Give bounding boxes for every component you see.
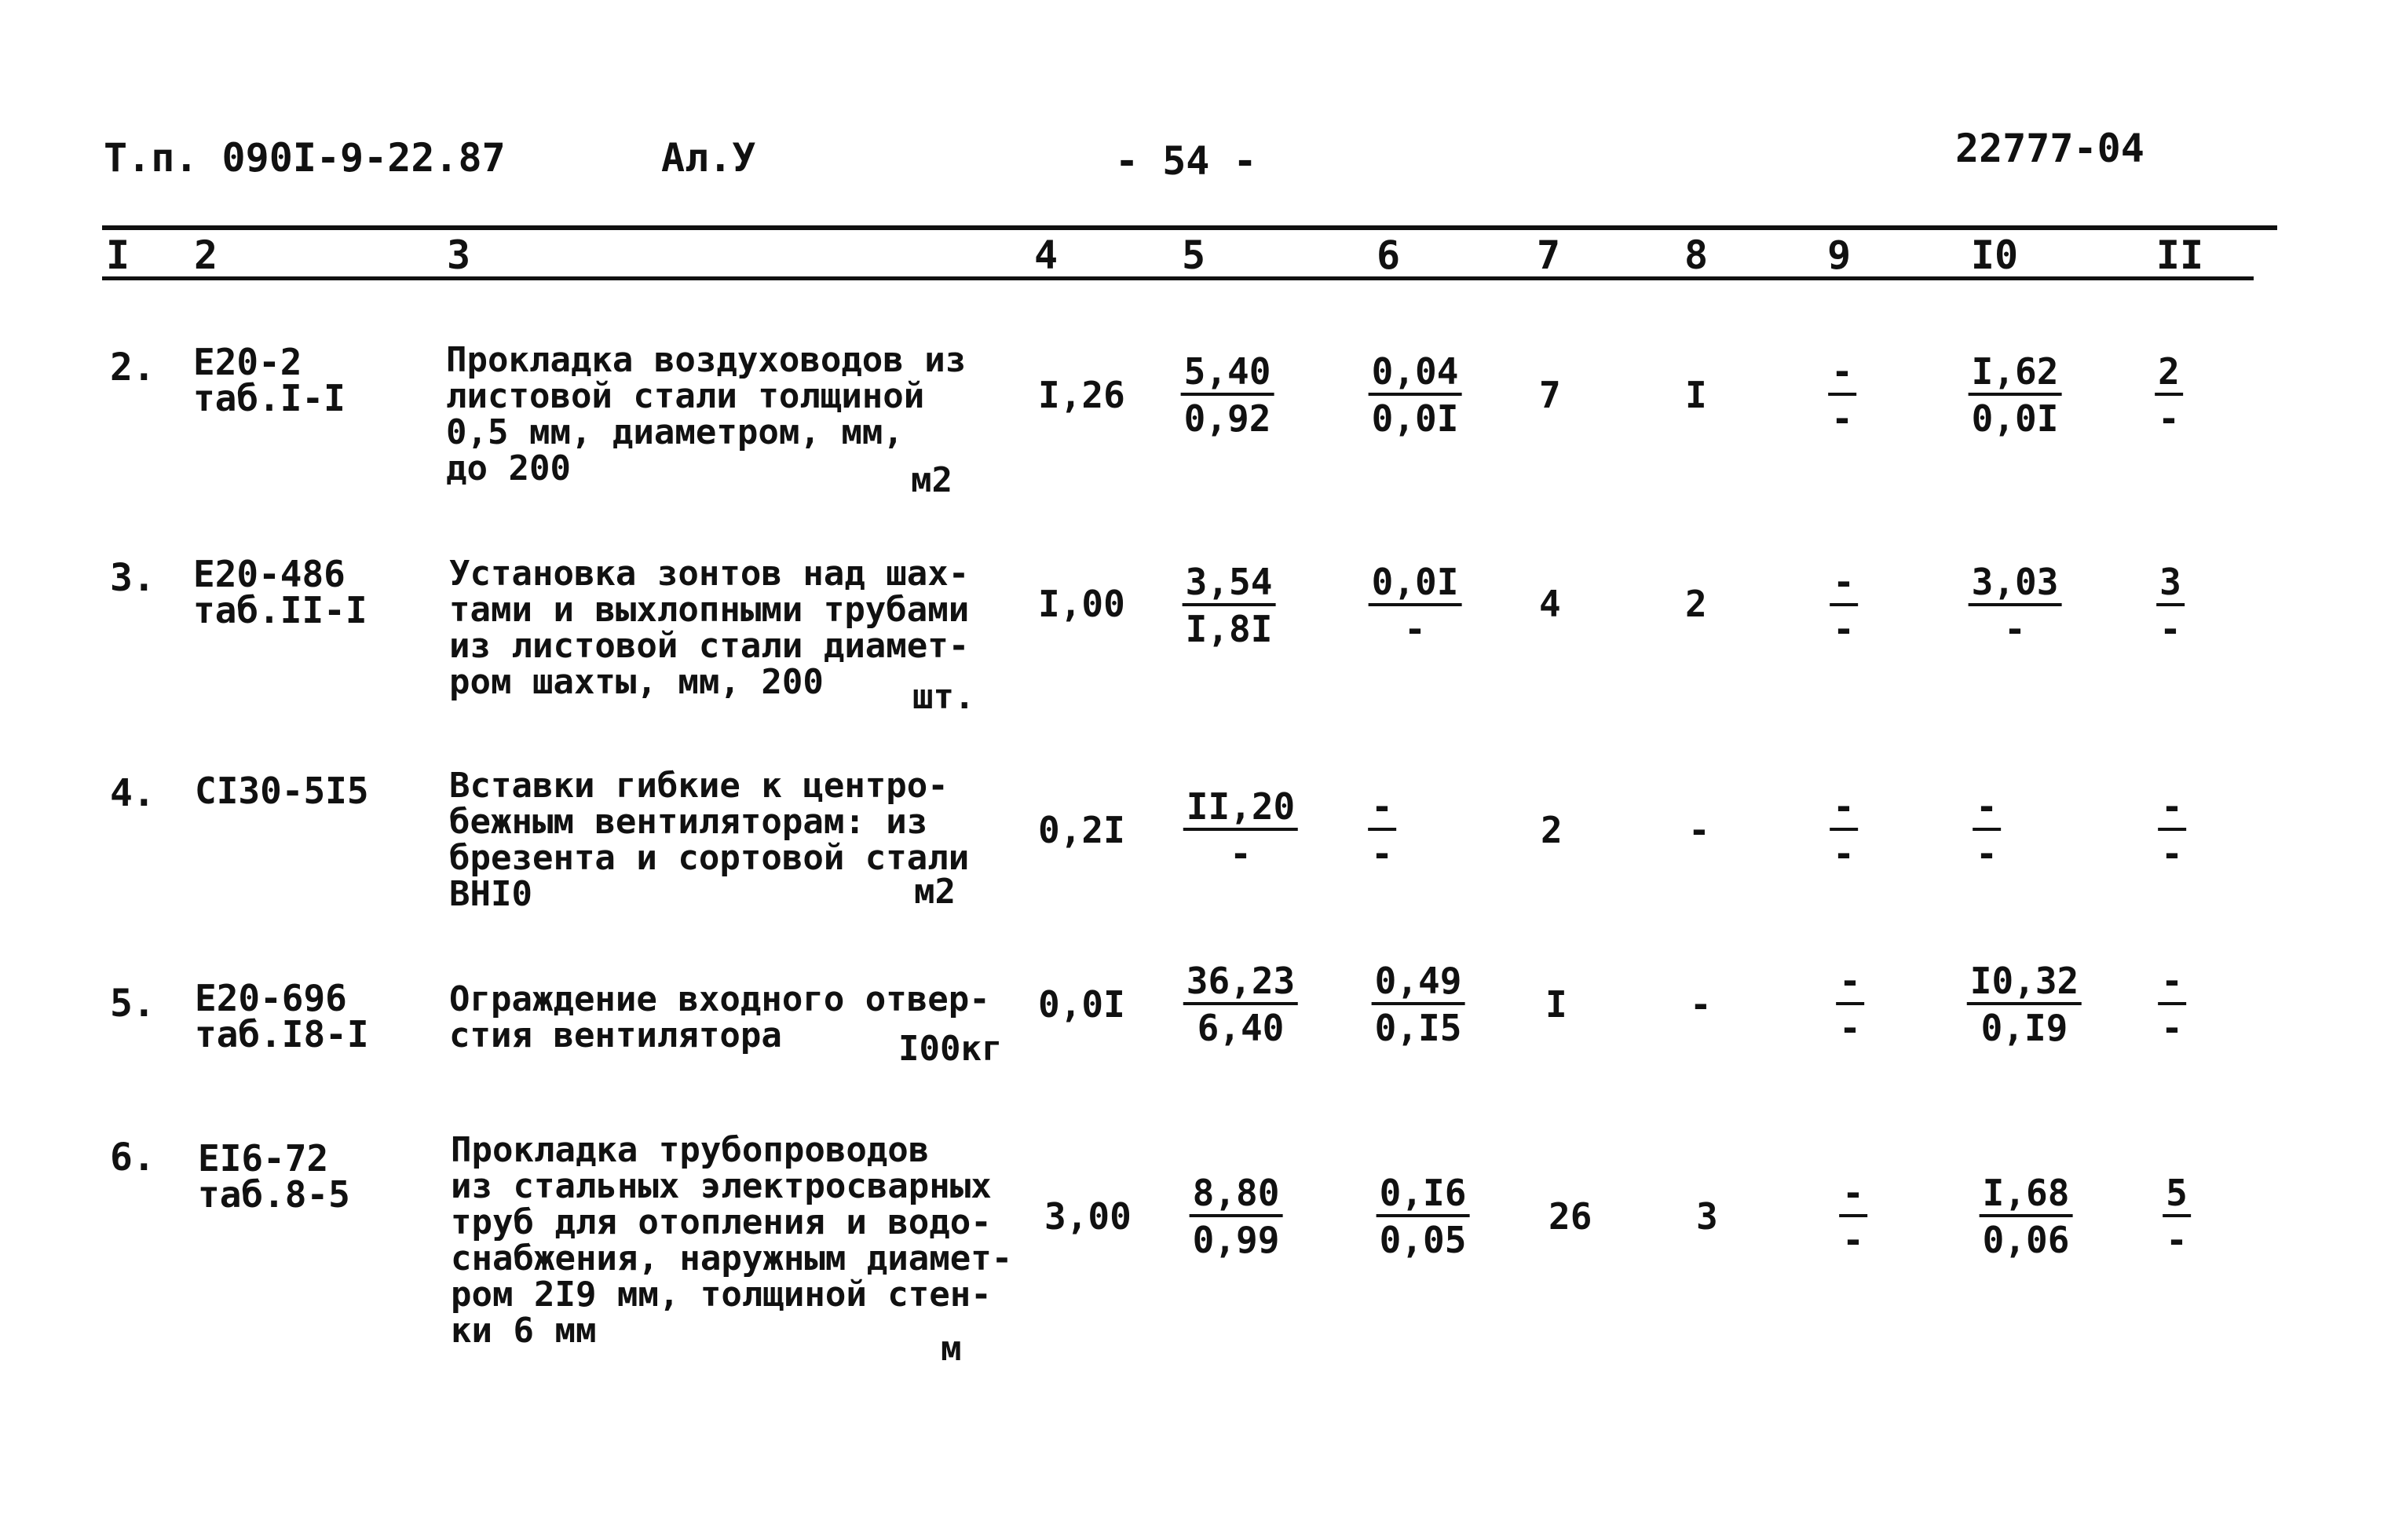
- col5-fraction: [1183, 561, 1276, 650]
- fraction-top: -: [2158, 785, 2186, 831]
- col5-fraction: [1183, 960, 1298, 1049]
- fraction-bottom: 0,99: [1192, 1219, 1280, 1261]
- work-description: Установка зонтов над шах- тами и выхлопными трубами из листовой стали диамет- ром шахты, мм, 200: [449, 554, 970, 702]
- fraction-top: 0,49: [1372, 960, 1465, 1005]
- page-number: - 54 -: [1115, 138, 1257, 184]
- fraction-top: 2: [2155, 350, 2183, 396]
- fraction-bottom: -: [2158, 397, 2180, 440]
- project-code: Т.п. 090I-9-22.87: [104, 135, 506, 181]
- col7-value: 4: [1539, 583, 1561, 625]
- fraction-bottom: 0,0I: [1371, 397, 1459, 440]
- column-number: 2: [193, 232, 218, 278]
- col9-fraction: [1828, 350, 1856, 440]
- fraction-top: 5: [2163, 1172, 2191, 1217]
- col9-fraction: [1830, 785, 1858, 875]
- column-number: II: [2155, 232, 2204, 278]
- column-number: 9: [1826, 232, 1852, 278]
- fraction-top: -: [1839, 1172, 1867, 1217]
- col7-value: 26: [1549, 1195, 1592, 1238]
- work-description: Прокладка воздуховодов из листовой стали толщиной 0,5 мм, диаметром, мм, до 200: [446, 340, 967, 488]
- quantity: I,00: [1038, 583, 1125, 625]
- row-number: 4.: [110, 771, 155, 815]
- column-number: 8: [1684, 232, 1709, 278]
- fraction-bottom: -: [2166, 1219, 2188, 1261]
- fraction-top: -: [1836, 960, 1864, 1005]
- col10-fraction: [1969, 350, 2062, 440]
- column-number: 5: [1181, 232, 1206, 278]
- fraction-bottom: 0,I9: [1980, 1007, 2068, 1049]
- fraction-top: I0,32: [1967, 960, 2082, 1005]
- fraction-bottom: 0,05: [1379, 1219, 1467, 1261]
- fraction-top: 0,I6: [1377, 1172, 1470, 1217]
- col8-value: -: [1690, 983, 1712, 1026]
- col9-fraction: [1839, 1172, 1867, 1261]
- header-bottom-rule: [102, 276, 2254, 280]
- unit-label: I00кг: [898, 1029, 1003, 1069]
- archive-number: 22777-04: [1955, 126, 2145, 171]
- col10-fraction: [1980, 1172, 2073, 1261]
- col9-fraction: [1836, 960, 1864, 1049]
- fraction-bottom: 0,0I: [1971, 397, 2059, 440]
- row-number: 3.: [110, 556, 155, 600]
- column-number: 6: [1376, 232, 1401, 278]
- fraction-top: -: [1828, 350, 1856, 396]
- fraction-bottom: -: [1833, 608, 1855, 650]
- col7-value: 2: [1541, 809, 1563, 851]
- col11-fraction: [2155, 350, 2183, 440]
- fraction-bottom: I,8I: [1185, 608, 1273, 650]
- fraction-bottom: 0,I5: [1374, 1007, 1462, 1049]
- fraction-top: 0,0I: [1369, 561, 1462, 606]
- norm-code: E20-486 таб.II-I: [193, 553, 367, 631]
- fraction-bottom: -: [1976, 832, 1998, 875]
- row-number: 6.: [110, 1136, 155, 1180]
- col6-fraction: [1377, 1172, 1470, 1261]
- col5-fraction: [1183, 785, 1298, 875]
- col8-value: 2: [1685, 583, 1707, 625]
- quantity: I,26: [1038, 374, 1125, 416]
- fraction-top: II,20: [1183, 785, 1298, 831]
- col10-fraction: [1973, 785, 2001, 875]
- fraction-top: 3,54: [1183, 561, 1276, 606]
- column-number: I: [105, 232, 130, 278]
- col5-fraction: [1190, 1172, 1283, 1261]
- fraction-top: -: [1830, 785, 1858, 831]
- column-number: I0: [1970, 232, 2019, 278]
- col8-value: I: [1685, 374, 1707, 416]
- fraction-bottom: -: [2161, 1007, 2183, 1049]
- col8-value: 3: [1696, 1195, 1718, 1238]
- col10-fraction: [1969, 561, 2062, 650]
- unit-label: м2: [911, 460, 953, 500]
- fraction-top: 36,23: [1183, 960, 1298, 1005]
- fraction-top: 3: [2156, 561, 2185, 606]
- fraction-bottom: -: [2004, 608, 2026, 650]
- fraction-bottom: -: [2161, 832, 2183, 875]
- fraction-top: I,68: [1980, 1172, 2073, 1217]
- norm-code: EI6-72 таб.8-5: [198, 1137, 350, 1216]
- norm-code: E20-696 таб.I8-I: [195, 977, 369, 1055]
- col11-fraction: [2163, 1172, 2191, 1261]
- unit-label: шт.: [912, 677, 975, 717]
- col6-fraction: [1369, 561, 1462, 650]
- fraction-top: 8,80: [1190, 1172, 1283, 1217]
- fraction-bottom: 0,92: [1183, 397, 1271, 440]
- fraction-bottom: 0,06: [1982, 1219, 2070, 1261]
- fraction-top: 3,03: [1969, 561, 2062, 606]
- fraction-bottom: -: [1839, 1007, 1861, 1049]
- col5-fraction: [1181, 350, 1274, 440]
- fraction-bottom: -: [1842, 1219, 1864, 1261]
- row-number: 2.: [110, 346, 155, 390]
- fraction-bottom: -: [1230, 832, 1252, 875]
- norm-code: CI30-5I5: [195, 770, 369, 812]
- fraction-bottom: 6,40: [1197, 1007, 1285, 1049]
- fraction-top: -: [2158, 960, 2186, 1005]
- fraction-bottom: -: [2159, 608, 2181, 650]
- fraction-bottom: -: [1831, 397, 1853, 440]
- quantity: 0,0I: [1038, 983, 1125, 1026]
- col11-fraction: [2158, 960, 2186, 1049]
- header-top-rule: [102, 225, 2277, 230]
- col6-fraction: [1368, 785, 1396, 875]
- album-label: Ал.У: [661, 135, 756, 181]
- fraction-top: -: [1830, 561, 1858, 606]
- col10-fraction: [1967, 960, 2082, 1049]
- fraction-top: -: [1973, 785, 2001, 831]
- col11-fraction: [2156, 561, 2185, 650]
- quantity: 3,00: [1044, 1195, 1132, 1238]
- work-description: Прокладка трубопроводов из стальных электросварных труб для отопления и водо- снабжения, наружным диамет- ром 2I9 мм, толщиной стен- ки 6 мм: [451, 1130, 1013, 1351]
- norm-code: E20-2 таб.I-I: [193, 341, 346, 419]
- col7-value: 7: [1539, 374, 1561, 416]
- row-number: 5.: [110, 982, 155, 1026]
- col8-value: -: [1688, 809, 1710, 851]
- fraction-top: I,62: [1969, 350, 2062, 396]
- col6-fraction: [1369, 350, 1462, 440]
- quantity: 0,2I: [1038, 809, 1125, 851]
- column-number: 7: [1536, 232, 1561, 278]
- work-description: Ограждение входного отвер- стия вентилятора: [449, 979, 990, 1055]
- unit-label: м2: [914, 872, 956, 912]
- col11-fraction: [2158, 785, 2186, 875]
- unit-label: м: [941, 1329, 962, 1369]
- column-number: 3: [446, 232, 471, 278]
- col7-value: I: [1545, 983, 1567, 1026]
- fraction-top: 0,04: [1369, 350, 1462, 396]
- fraction-top: 5,40: [1181, 350, 1274, 396]
- fraction-top: -: [1368, 785, 1396, 831]
- work-description: Вставки гибкие к центро- бежным вентиляторам: из брезента и сортовой стали ВНI0: [449, 766, 970, 914]
- col6-fraction: [1372, 960, 1465, 1049]
- col9-fraction: [1830, 561, 1858, 650]
- fraction-bottom: -: [1833, 832, 1855, 875]
- fraction-bottom: -: [1371, 832, 1393, 875]
- column-number: 4: [1033, 232, 1059, 278]
- fraction-bottom: -: [1404, 608, 1426, 650]
